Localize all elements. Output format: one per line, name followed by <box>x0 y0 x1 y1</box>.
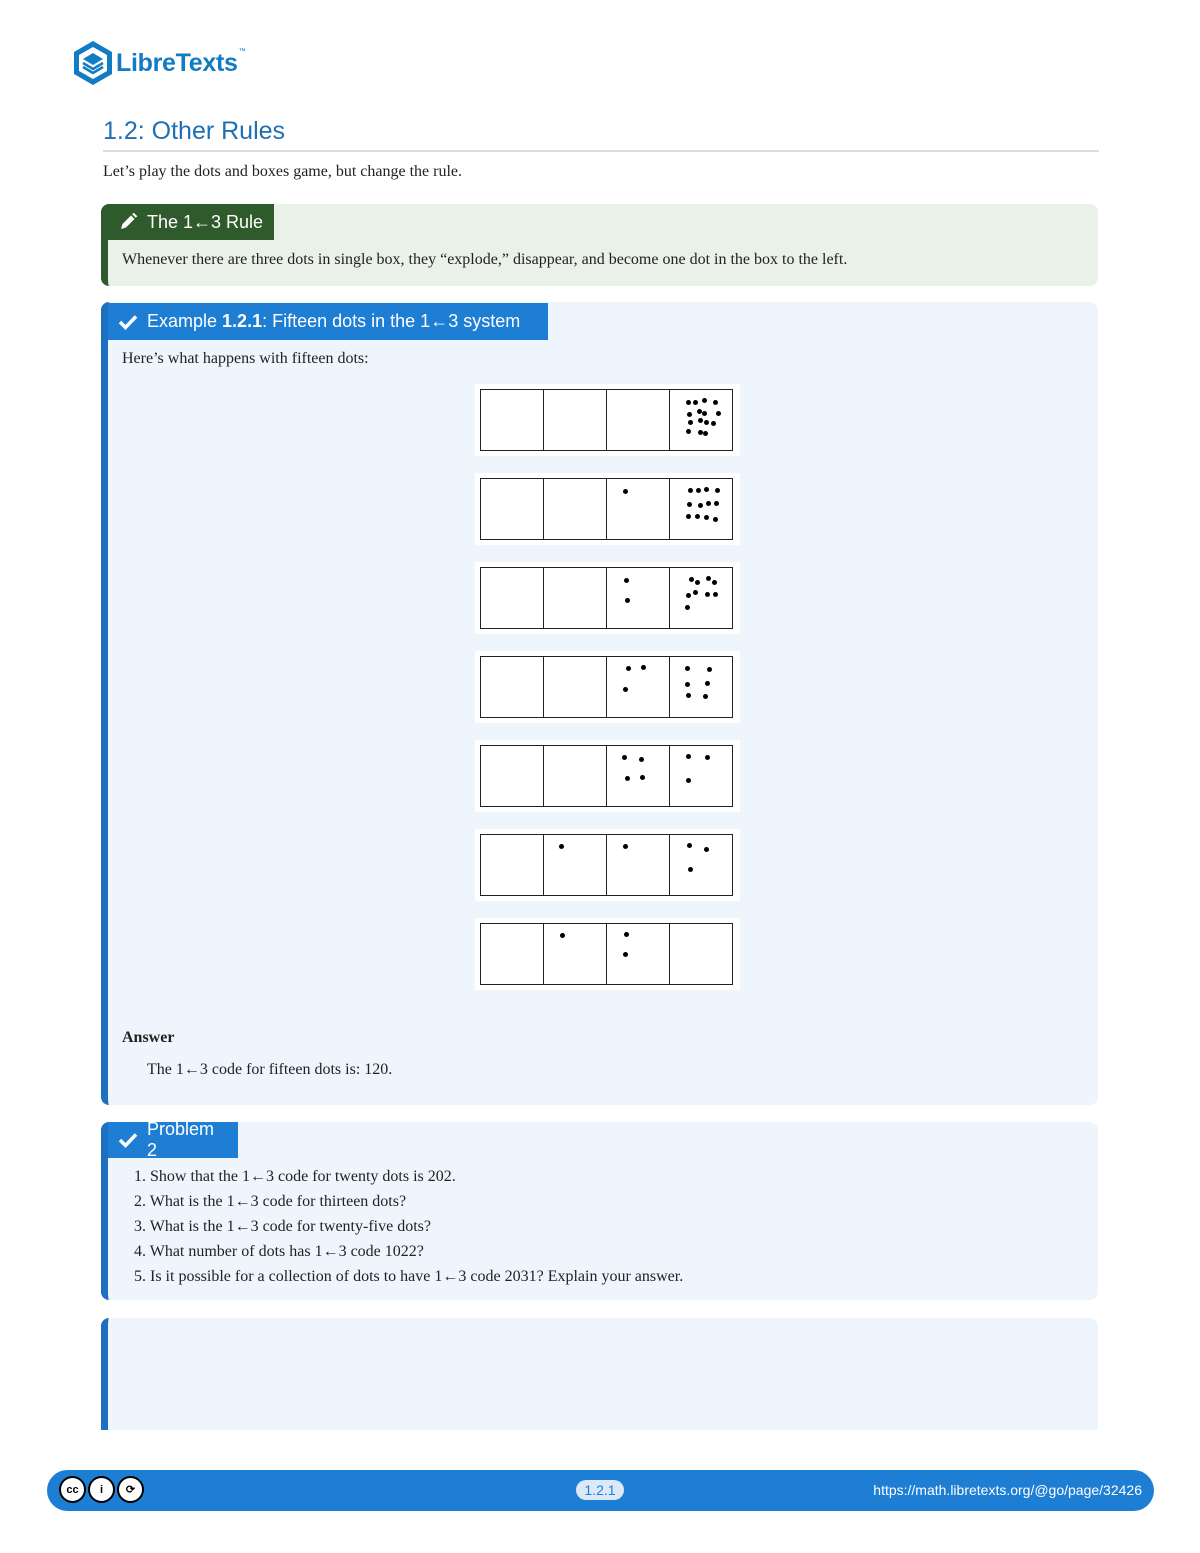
dot <box>695 514 700 519</box>
license-badge[interactable] <box>59 1476 144 1503</box>
dot <box>713 517 718 522</box>
dot <box>641 665 646 670</box>
problem-list <box>122 1166 683 1291</box>
example-tab-prefix: Example <box>147 311 223 331</box>
dot <box>686 693 691 698</box>
page-footer <box>47 1470 1154 1511</box>
problem-box <box>101 1119 1098 1300</box>
dot-strip-boxes <box>480 567 733 629</box>
answer-label: Answer <box>122 1029 175 1046</box>
dot-box <box>481 657 544 717</box>
dot <box>716 411 721 416</box>
example-number: 1.2.1 <box>222 311 263 331</box>
dot-strip <box>475 740 740 812</box>
dot <box>685 605 690 610</box>
dot <box>640 775 645 780</box>
dot-box <box>481 746 544 806</box>
dot <box>696 488 701 493</box>
logo-trademark: ™ <box>238 48 246 55</box>
cc-icon: cc <box>59 1476 86 1503</box>
dot <box>706 501 711 506</box>
dot-strip-boxes <box>480 923 733 985</box>
dot-box <box>670 479 732 539</box>
rule-box-title: The 1←3 Rule <box>147 211 264 232</box>
dot <box>693 400 698 405</box>
dot <box>559 844 564 849</box>
problem-item: 5. Is it possible for a collection of dots to have 1←3 code 2031? Explain your answer. <box>134 1268 684 1285</box>
dot <box>704 515 709 520</box>
dot-strip-boxes <box>480 478 733 540</box>
dot-box <box>670 390 732 450</box>
logo-text: LibreTexts <box>116 48 238 77</box>
example-box-tab <box>108 303 548 340</box>
dot <box>707 667 712 672</box>
dot <box>693 590 698 595</box>
dot <box>705 592 710 597</box>
dot-box <box>607 835 670 895</box>
dot <box>686 429 691 434</box>
dot <box>687 502 692 507</box>
dot <box>704 847 709 852</box>
dot-strip <box>475 384 740 456</box>
problem-item: 1. Show that the 1←3 code for twenty dots is 202. <box>134 1168 456 1185</box>
dot <box>695 580 700 585</box>
dot-box <box>607 568 670 628</box>
dot-box <box>607 479 670 539</box>
dot <box>704 420 709 425</box>
answer-text: The 1←3 code for fifteen dots is: 120. <box>147 1061 393 1078</box>
dot <box>687 843 692 848</box>
dot-box <box>481 924 544 984</box>
dot <box>703 431 708 436</box>
dot <box>704 487 709 492</box>
dot <box>711 421 716 426</box>
page-number: 1.2.1 <box>576 1480 624 1500</box>
example-intro: Here’s what happens with fifteen dots: <box>122 350 369 367</box>
dot <box>698 418 703 423</box>
dot-box <box>544 835 607 895</box>
dot <box>702 411 707 416</box>
dot-box <box>670 568 732 628</box>
dot <box>626 666 631 671</box>
dot <box>689 577 694 582</box>
dot <box>705 755 710 760</box>
dot <box>713 400 718 405</box>
dot <box>713 592 718 597</box>
dot <box>624 932 629 937</box>
dot <box>685 682 690 687</box>
dot-box <box>544 390 607 450</box>
dot <box>688 420 693 425</box>
dot-box <box>481 479 544 539</box>
dot-strip <box>475 562 740 634</box>
libretexts-logo-icon <box>72 40 114 86</box>
dot-strip-boxes <box>480 745 733 807</box>
dot <box>623 844 628 849</box>
rule-box <box>101 204 1098 286</box>
dot <box>624 578 629 583</box>
dot <box>623 952 628 957</box>
rule-box-text: Whenever there are three dots in single box, they “explode,” disappear, and become one dot in the box to the left. <box>122 251 848 268</box>
dots-boxes-figure <box>475 384 740 1007</box>
dot-box <box>607 390 670 450</box>
dot <box>712 580 717 585</box>
dot-box <box>670 924 732 984</box>
dot-box <box>481 568 544 628</box>
example-tab-suffix: : Fifteen dots in the 1←3 system <box>262 311 521 331</box>
problem-box-title: Problem 2 <box>147 1119 215 1160</box>
dot <box>623 687 628 692</box>
dot <box>687 412 692 417</box>
dot-box <box>670 746 732 806</box>
dot-box <box>670 657 732 717</box>
intro-text: Let’s play the dots and boxes game, but change the rule. <box>103 163 463 180</box>
dot-strip <box>475 473 740 545</box>
example-box <box>101 302 1098 1105</box>
dot <box>715 488 720 493</box>
rule-box-tab <box>108 204 274 240</box>
dot <box>703 694 708 699</box>
dot <box>698 503 703 508</box>
dot <box>688 867 693 872</box>
dot <box>688 488 693 493</box>
dot-box <box>607 924 670 984</box>
dot-strip <box>475 651 740 723</box>
dot <box>685 666 690 671</box>
problem-item: 3. What is the 1←3 code for twenty-five dots? <box>134 1218 431 1235</box>
dot <box>686 514 691 519</box>
dot-box <box>670 835 732 895</box>
dot <box>706 576 711 581</box>
dot-box <box>481 390 544 450</box>
problem-item: 4. What number of dots has 1←3 code 1022? <box>134 1243 424 1260</box>
libretexts-logo[interactable] <box>72 40 246 86</box>
dot-strip-boxes <box>480 389 733 451</box>
dot-box <box>544 479 607 539</box>
dot <box>623 489 628 494</box>
page-title: 1.2: Other Rules <box>103 117 1099 152</box>
sa-icon: ⟳ <box>117 1476 144 1503</box>
dot <box>625 776 630 781</box>
dot <box>686 593 691 598</box>
dot-strip <box>475 829 740 901</box>
dot <box>686 754 691 759</box>
dot <box>714 501 719 506</box>
dot-box <box>544 657 607 717</box>
dot-box <box>544 924 607 984</box>
dot-box <box>544 568 607 628</box>
by-icon: i <box>88 1476 115 1503</box>
pencil-icon <box>118 212 138 232</box>
dot <box>622 755 627 760</box>
dot <box>686 400 691 405</box>
dot <box>686 778 691 783</box>
dot <box>560 933 565 938</box>
check-icon <box>118 314 138 330</box>
dot-strip-boxes <box>480 834 733 896</box>
dot <box>625 598 630 603</box>
page-url-link[interactable]: https://math.libretexts.org/@go/page/32426 <box>873 1482 1142 1498</box>
dot-box <box>481 835 544 895</box>
continued-box <box>101 1318 1098 1430</box>
dot <box>698 430 703 435</box>
dot <box>705 681 710 686</box>
dot-strip-boxes <box>480 656 733 718</box>
dot-box <box>607 657 670 717</box>
dot-box <box>607 746 670 806</box>
check-icon <box>118 1132 138 1148</box>
problem-box-tab <box>108 1119 238 1160</box>
dot <box>702 398 707 403</box>
problem-item: 2. What is the 1←3 code for thirteen dots? <box>134 1193 407 1210</box>
dot-strip <box>475 918 740 990</box>
dot <box>639 757 644 762</box>
dot-box <box>544 746 607 806</box>
